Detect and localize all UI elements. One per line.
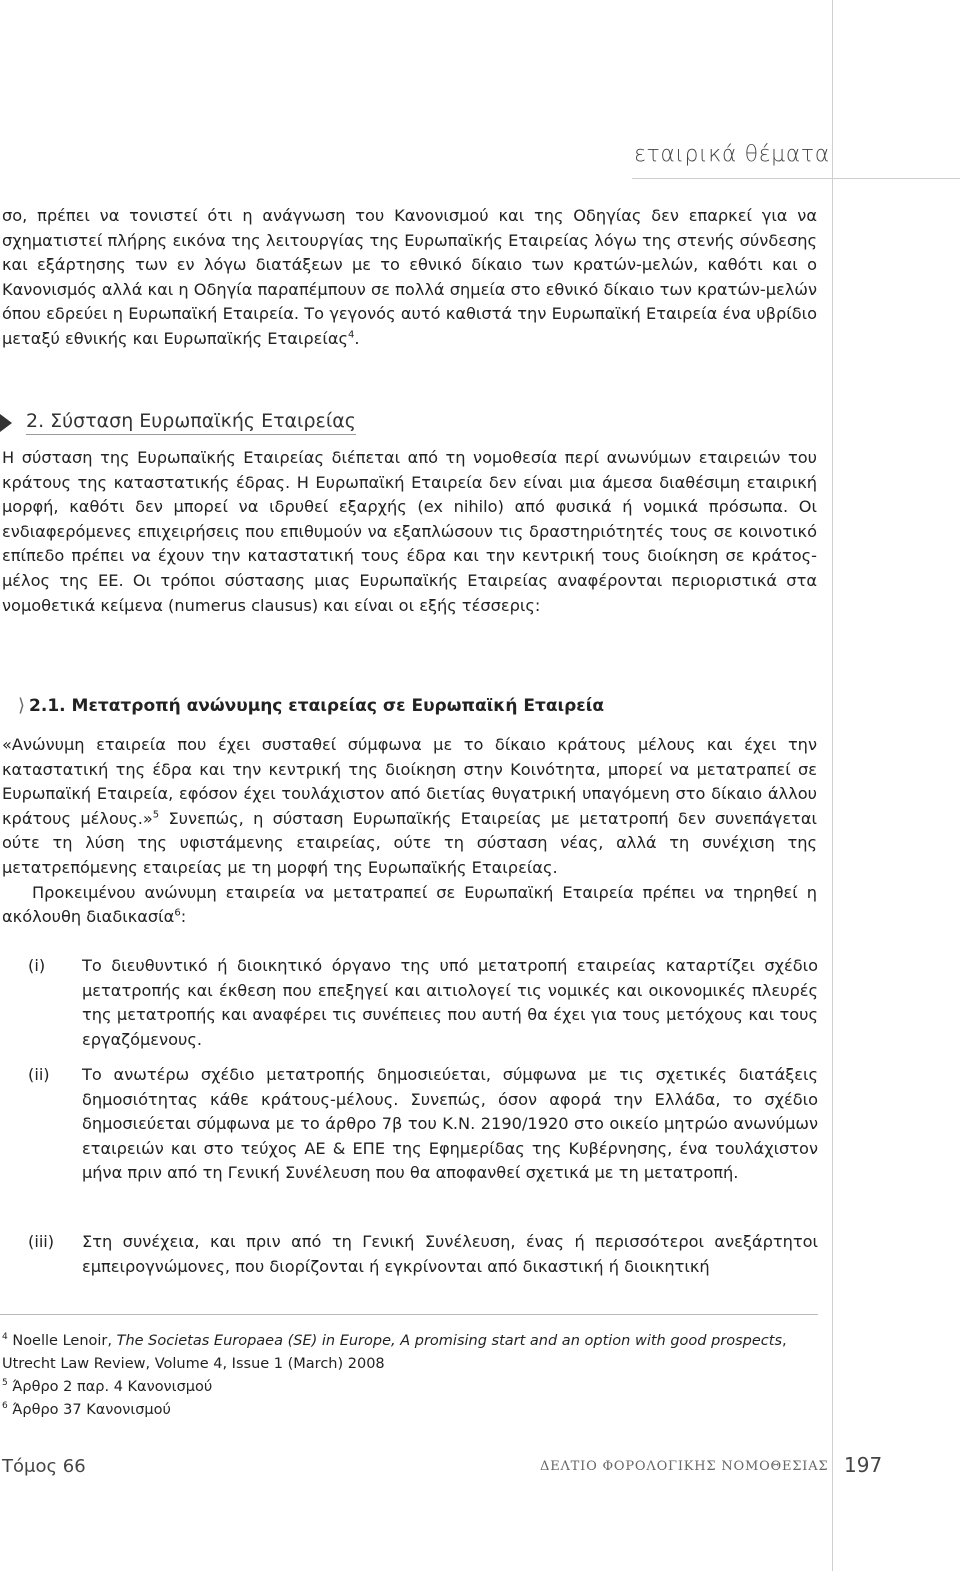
footnote-5 (2, 1376, 817, 1399)
footnotes (2, 1330, 817, 1422)
footnote-ref-4[interactable]: 4 (348, 329, 355, 341)
quote-text: «Ανώνυμη εταιρεία που έχει συσταθεί σύμφωνα με το δίκαιο κράτους μέλους και έχει την καταστατική της έδρα και την κεντρική της διοίκηση στην Κοινότητα, μπορεί να μετατραπεί σε Ευρωπαϊκή Εταιρεία, εφόσον έχει τουλάχιστον από διετίας θυγατρική υπαγόμενη στο δίκαιο άλλου κράτους μέλους.» (2, 735, 817, 828)
section-2-1-title: 2.1. Μετατροπή ανώνυμης εταιρείας σε Ευρωπαϊκή Εταιρεία (29, 695, 605, 716)
section-2-title: 2. Σύσταση Ευρωπαϊκής Εταιρείας (26, 410, 356, 435)
footnote-4-title: The Societas Europaea (SE) in Europe, A promising start and an option with good prospects (116, 1333, 783, 1349)
list-item (28, 1230, 818, 1279)
footnote-5-text: Άρθρο 2 παρ. 4 Κανονισμού (12, 1379, 213, 1395)
chevron-right-icon: ⟩ (18, 695, 26, 716)
paragraph-intro-text: σο, πρέπει να τονιστεί ότι η ανάγνωση του Κανονισμού και της Οδηγίας δεν επαρκεί για να σχηματιστεί πλήρης εικόνα της λειτουργίας της Ευρωπαϊκής Εταιρείας λόγω της στενής σύνδεσης και εξάρτησης των εν λόγω διατάξεων με το εθνικό δίκαιο των κρατών-μελών, καθότι και ο Κανονισμός αλλά και η Οδηγία παραπέμπουν σε πολλά σημεία στο εθνικό δίκαιο των κρατών-μελών όπου εδρεύει η Ευρωπαϊκή Εταιρεία. Το γεγονός αυτό καθιστά την Ευρωπαϊκή Εταιρεία ένα υβρίδιο μεταξύ εθνικής και Ευρωπαϊκής Εταιρείας (2, 206, 817, 348)
footnote-4-number: 4 (2, 1332, 8, 1343)
footnote-ref-6[interactable]: 6 (174, 907, 181, 919)
section-2-1-heading (18, 695, 604, 716)
footer-divider (832, 1440, 833, 1500)
list-item (28, 954, 818, 1052)
footnote-ref-5[interactable]: 5 (152, 809, 160, 821)
footnote-4-rest: , Utrecht Law Review, Volume 4, Issue 1 (March) 2008 (2, 1333, 787, 1372)
section-header: εταιρικά θέματα (634, 142, 830, 167)
footnote-4-author: Noelle Lenoir, (7, 1333, 117, 1349)
list-item-number: (iii) (28, 1232, 55, 1251)
list-item-text: Στη συνέχεια, και πριν από τη Γενική Συνέλευση, ένας ή περισσότεροι ανεξάρτητοι εμπειρογνώμονες, που διορίζονται ή εγκρίνονται από δικαστική ή διοικητική (82, 1232, 818, 1276)
section-2-heading (0, 410, 356, 435)
footer-volume: Τόμος 66 (2, 1456, 86, 1477)
footnote-5-number: 5 (2, 1378, 8, 1389)
list-item-number: (i) (28, 956, 46, 975)
footnote-4 (2, 1330, 817, 1376)
list-item-text: Το ανωτέρω σχέδιο μετατροπής δημοσιεύεται, σύμφωνα με τις σχετικές διατάξεις δημοσιότητας κάθε κράτους-μέλους. Συνεπώς, όσον αφορά την Ελλάδα, το σχέδιο δημοσιεύεται σύμφωνα με το άρθρο 7β του Κ.Ν. 2190/1920 στο οικείο μητρώο ανωνύμων εταιρειών και στο τεύχος ΑΕ & ΕΠΕ της Εφημερίδας της Κυβέρνησης, ένα τουλάχιστον μήνα πριν από τη Γενική Συνέλευση που θα αποφανθεί σχετικά με τη μετατροπή. (82, 1065, 818, 1183)
footnote-divider (0, 1314, 818, 1315)
paragraph-section-2 (2, 446, 817, 618)
footnote-6-number: 6 (2, 1401, 8, 1412)
paragraph-intro (2, 204, 817, 352)
header-underline (632, 178, 960, 179)
list-item-number: (ii) (28, 1065, 50, 1084)
paragraph-intro-end: . (354, 328, 360, 348)
list-item (28, 1063, 818, 1186)
page-number: 197 (844, 1453, 883, 1477)
procedure-intro: Προκειμένου ανώνυμη εταιρεία να μετατραπεί σε Ευρωπαϊκή Εταιρεία πρέπει να τηρηθεί η ακόλουθη διαδικασία (2, 882, 817, 927)
footer-journal: ΔΕΛΤΙΟ ΦΟΡΟΛΟΓΙΚΗΣ ΝΟΜΟΘΕΣΙΑΣ (540, 1459, 829, 1474)
margin-rule (832, 0, 833, 1571)
triangle-bullet-icon (0, 414, 12, 432)
procedure-intro-end: : (180, 907, 187, 927)
paragraph-section-2-text: Η σύσταση της Ευρωπαϊκής Εταιρείας διέπεται από τη νομοθεσία περί ανωνύμων εταιρειών του κράτους της καταστατικής έδρας. Η Ευρωπαϊκή Εταιρεία δεν είναι μια άμεσα διαθέσιμη εταιρική μορφή, καθότι δεν μπορεί να ιδρυθεί εξαρχής (ex nihilo) από φυσικά ή νομικά πρόσωπα. Οι ενδιαφερόμενες επιχειρήσεις που επιθυμούν να εξαπλώσουν τις δραστηριότητές τους σε κοινοτικό επίπεδο πρέπει να έχουν την καταστατική τους έδρα και την κεντρική τους διοίκηση σε κράτος-μέλος της ΕΕ. Οι τρόποι σύστασης μιας Ευρωπαϊκής Εταιρείας αναφέρονται περιοριστικά στα νομοθετικά κείμενα (numerus clausus) και είναι οι εξής τέσσερις: (2, 448, 817, 615)
paragraph-section-2-1 (2, 733, 817, 930)
quote-continuation: Συνεπώς, η σύσταση Ευρωπαϊκής Εταιρείας με μετατροπή δεν συνεπάγεται ούτε τη λύση της υφιστάμενης εταιρείας, ούτε τη σύσταση νέας, αλλά τη συνέχιση της μετατρεπόμενης εταιρείας με τη μορφή της Ευρωπαϊκής Εταιρείας. (2, 808, 817, 877)
footnote-6 (2, 1399, 817, 1422)
list-item-text: Το διευθυντικό ή διοικητικό όργανο της υπό μετατροπή εταιρείας καταρτίζει σχέδιο μετατροπής και έκθεση που επεξηγεί και αιτιολογεί τις νομικές και οικονομικές πλευρές της μετατροπής και αναφέρει τις συνέπειες που αυτή θα έχει για τους μετόχους και τους εργαζόμενους. (82, 956, 818, 1049)
footnote-6-text: Άρθρο 37 Κανονισμού (12, 1402, 171, 1418)
